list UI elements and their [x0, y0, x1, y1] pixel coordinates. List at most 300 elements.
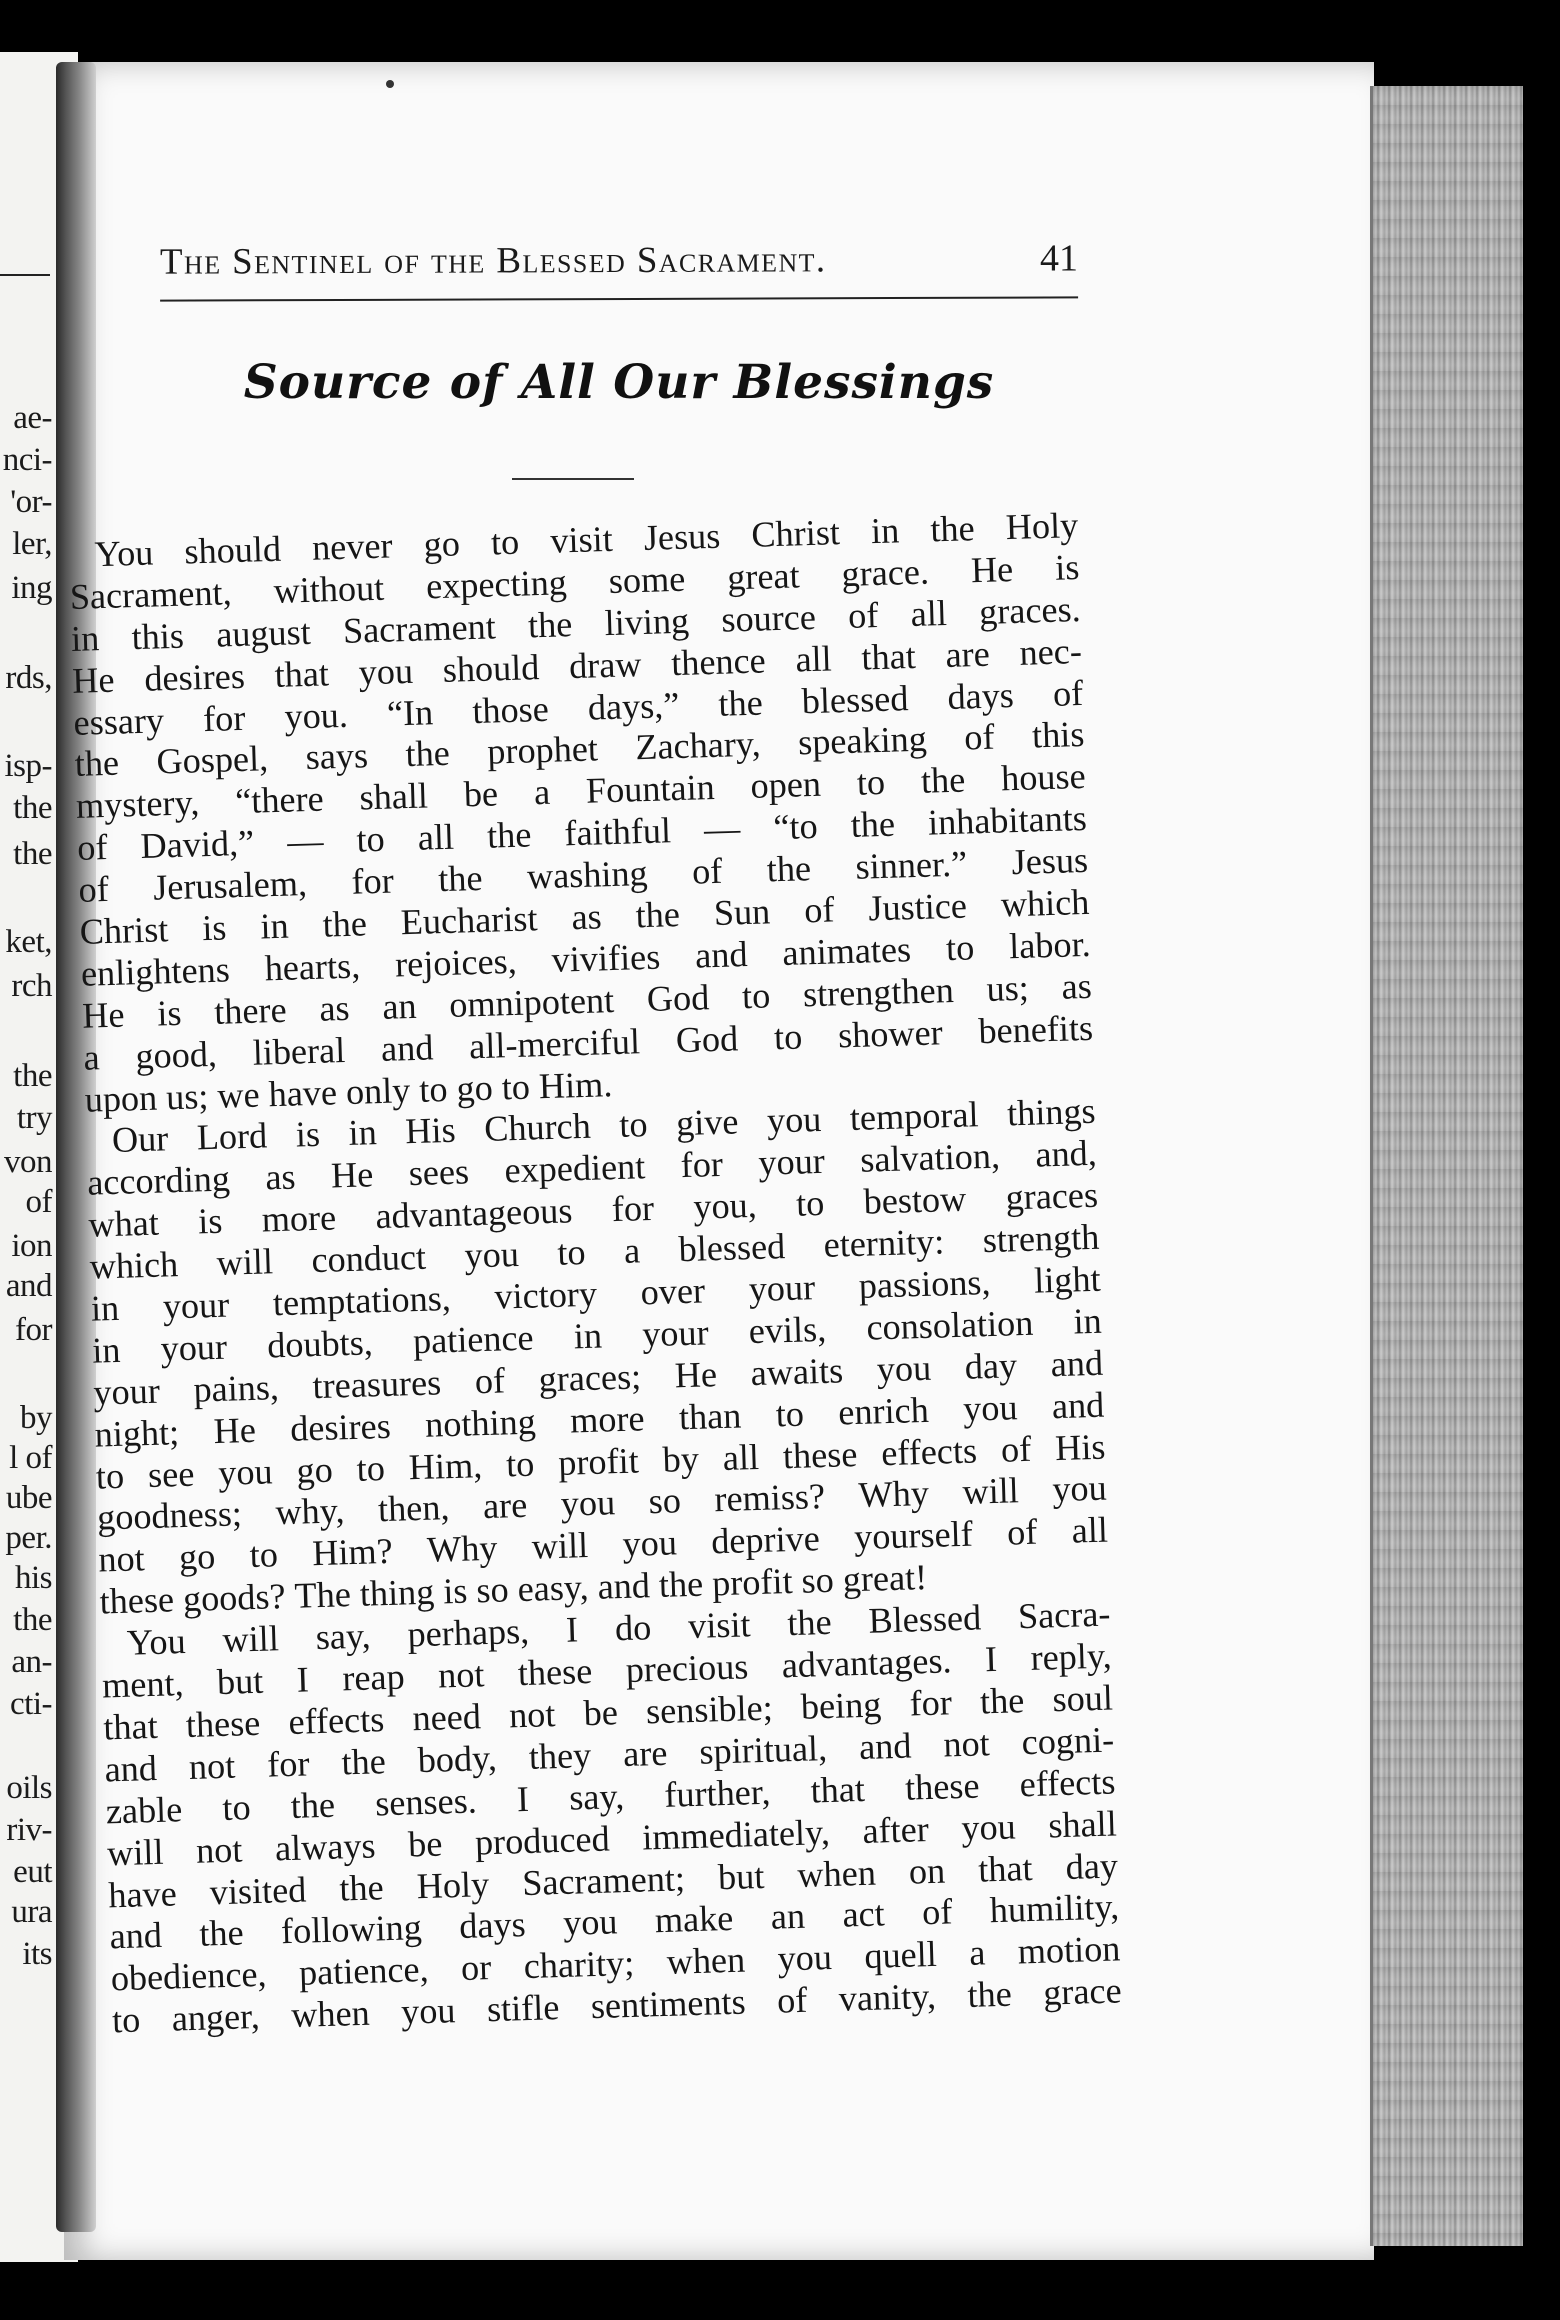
word: for: [266, 1743, 310, 1785]
word: prophet: [486, 728, 599, 773]
word: visit: [549, 518, 614, 561]
previous-page-fragment: rch: [11, 968, 52, 1004]
word: to: [556, 1232, 587, 1273]
word: for: [350, 860, 395, 902]
word: evils,: [748, 1308, 827, 1352]
word: of: [77, 869, 110, 910]
word: give: [675, 1101, 739, 1144]
word: those: [471, 688, 550, 731]
word: the: [290, 1784, 336, 1826]
previous-page-fragment: 'or-: [10, 484, 52, 520]
word: Zachary,: [634, 724, 762, 768]
word: in: [870, 510, 900, 552]
word: we: [216, 1073, 270, 1116]
word: but: [216, 1660, 264, 1703]
word: effects: [880, 1430, 978, 1473]
word: He: [970, 548, 1014, 591]
word: should: [183, 528, 282, 572]
previous-page-fragment: ura: [11, 1894, 52, 1930]
word: these: [782, 1433, 858, 1476]
word: I: [565, 1609, 579, 1650]
word: the: [437, 857, 484, 900]
word: following: [280, 1907, 423, 1952]
word: vanity,: [838, 1976, 937, 2019]
word: immediately,: [641, 1811, 831, 1858]
word: will: [216, 1241, 274, 1284]
word: that: [977, 1847, 1034, 1890]
word: the: [198, 1912, 245, 1955]
word: pains,: [192, 1366, 280, 1410]
word: expecting: [425, 562, 568, 607]
word: that: [274, 653, 330, 695]
word: visit: [687, 1604, 752, 1647]
word: days: [458, 1904, 527, 1947]
word: a: [533, 772, 551, 813]
word: the: [338, 1866, 385, 1909]
previous-page-fragment: ler,: [12, 526, 52, 562]
word: The: [293, 1574, 361, 1617]
word: not: [188, 1745, 236, 1787]
word: Why: [426, 1528, 498, 1571]
word: the: [404, 733, 451, 775]
word: essary: [72, 699, 165, 743]
word: perhaps,: [406, 1610, 530, 1655]
word: only: [345, 1069, 420, 1112]
previous-page-fragment: rds,: [5, 660, 52, 696]
word: all: [417, 816, 455, 858]
word: washing: [526, 853, 649, 897]
page-block-edges: [1370, 86, 1523, 2246]
word: you: [876, 1347, 932, 1390]
previous-page-fragment: an-: [11, 1644, 52, 1680]
word: these: [185, 1702, 261, 1745]
word: then,: [377, 1487, 451, 1530]
word: inhabitants: [927, 798, 1088, 843]
word: a: [623, 1230, 641, 1271]
word: blessed: [801, 677, 909, 721]
word: they: [528, 1734, 592, 1777]
word: to: [795, 1183, 825, 1224]
word: act: [841, 1893, 886, 1936]
word: of: [921, 1891, 953, 1933]
word: go: [178, 1536, 216, 1578]
previous-page-fragment: l of: [9, 1440, 52, 1476]
word: an: [381, 985, 418, 1027]
word: soul: [1051, 1677, 1114, 1720]
word: be: [463, 773, 499, 815]
word: Sacrament: [342, 606, 497, 651]
word: these: [904, 1765, 981, 1808]
word: all: [1071, 1509, 1109, 1552]
word: need: [411, 1696, 482, 1739]
word: to: [356, 1447, 386, 1489]
word: will: [106, 1831, 164, 1874]
word: of: [847, 594, 879, 636]
word: His: [1054, 1426, 1106, 1468]
word: day: [1065, 1844, 1119, 1887]
word: you: [463, 1234, 520, 1276]
word: and: [380, 1027, 434, 1069]
previous-page-fragment: per.: [5, 1520, 52, 1556]
word: sinner.”: [854, 843, 968, 887]
word: speaking: [797, 719, 928, 763]
word: to: [355, 818, 386, 860]
word: obedience,: [110, 1954, 268, 1999]
word: stifle: [486, 1987, 560, 2030]
word: you: [562, 1901, 618, 1944]
word: there: [213, 989, 288, 1032]
word: to: [418, 1068, 458, 1110]
word: the: [527, 603, 573, 646]
word: when: [666, 1939, 746, 1983]
word: to: [95, 1455, 125, 1497]
word: more: [569, 1397, 646, 1441]
word: will: [961, 1470, 1020, 1513]
word: so: [475, 1569, 519, 1611]
word: you: [217, 1450, 274, 1493]
word: He: [71, 659, 116, 701]
previous-page-fragment: isp-: [4, 748, 52, 784]
word: humility,: [989, 1886, 1120, 1931]
word: not: [942, 1723, 991, 1765]
word: Him.: [538, 1063, 613, 1106]
word: advantageous: [374, 1190, 573, 1237]
word: you: [962, 1386, 1019, 1429]
word: vivifies: [551, 936, 661, 980]
previous-page-fragment: cti-: [10, 1686, 52, 1722]
word: to: [945, 927, 975, 969]
title-divider: [512, 478, 634, 480]
word: your: [92, 1370, 161, 1413]
word: bestow: [863, 1178, 967, 1222]
word: animates: [781, 929, 912, 973]
word: when: [796, 1852, 877, 1895]
word: He: [674, 1353, 718, 1396]
word: desires: [143, 655, 246, 699]
word: desires: [289, 1405, 392, 1449]
previous-page-fragment: oils: [6, 1770, 52, 1806]
word: to: [505, 1443, 535, 1484]
word: charity;: [523, 1943, 635, 1987]
word: go: [455, 1066, 503, 1109]
word: or: [460, 1947, 492, 1989]
word: you: [1051, 1468, 1108, 1510]
word: are: [944, 633, 991, 675]
word: to: [773, 1016, 803, 1057]
word: why,: [274, 1490, 346, 1533]
word: this: [130, 615, 185, 657]
word: graces.: [978, 588, 1082, 632]
word: liberal: [252, 1029, 346, 1073]
word: these: [517, 1651, 593, 1694]
word: that: [102, 1705, 159, 1748]
word: are: [622, 1732, 668, 1774]
word: of: [803, 889, 835, 931]
word: without: [272, 567, 385, 611]
word: precious: [625, 1646, 749, 1690]
previous-page-fragment: its: [22, 1936, 52, 1972]
previous-page-fragment: by: [20, 1400, 52, 1436]
word: ment,: [101, 1663, 185, 1706]
word: rejoices,: [394, 940, 518, 985]
word: the: [920, 759, 966, 802]
word: faithful: [563, 810, 672, 854]
word: zable: [105, 1788, 183, 1832]
word: in: [573, 1315, 603, 1357]
word: and: [1051, 1384, 1105, 1426]
word: God: [675, 1018, 739, 1060]
word: see: [147, 1453, 195, 1495]
previous-page-fragment: eut: [13, 1854, 52, 1890]
word: to: [490, 521, 520, 563]
word: being: [800, 1684, 882, 1727]
word: thing: [359, 1571, 444, 1615]
word: reply,: [1030, 1635, 1113, 1678]
word: good,: [134, 1033, 218, 1076]
word: advantages.: [781, 1640, 953, 1686]
previous-page-fragment: nci-: [2, 442, 52, 478]
word: benefits: [977, 1007, 1094, 1051]
word: He: [330, 1154, 374, 1196]
word: the: [321, 903, 368, 945]
word: body,: [417, 1737, 498, 1780]
word: that: [860, 635, 917, 678]
word: all-merciful: [468, 1020, 641, 1067]
word: go: [295, 1449, 334, 1491]
word: have: [268, 1071, 347, 1114]
word: and: [1050, 1342, 1104, 1385]
word: Jesus: [1011, 840, 1089, 883]
word: to: [618, 1104, 649, 1146]
word: passions,: [858, 1262, 992, 1306]
word: us;: [165, 1075, 218, 1117]
word: grace.: [840, 551, 930, 594]
word: than: [678, 1395, 742, 1437]
word: You: [93, 532, 154, 575]
word: have: [107, 1872, 178, 1915]
word: say,: [568, 1775, 625, 1818]
previous-page-fragment: ket,: [5, 924, 52, 960]
word: for: [202, 697, 246, 739]
word: Jesus: [643, 515, 721, 558]
previous-page-fragment: ae-: [13, 400, 52, 436]
word: is: [295, 1114, 321, 1155]
word: always: [274, 1825, 377, 1869]
word: but: [717, 1855, 765, 1897]
word: in: [347, 1112, 378, 1154]
word: shower: [837, 1011, 944, 1056]
word: your: [748, 1267, 816, 1310]
word: visited: [209, 1869, 307, 1912]
word: great!: [842, 1557, 928, 1600]
word: us;: [985, 967, 1030, 1009]
word: in: [259, 905, 290, 947]
word: after: [861, 1808, 930, 1851]
word: deprive: [710, 1518, 821, 1562]
word: Lord: [196, 1115, 268, 1158]
page-speck: [386, 80, 394, 88]
word: awaits: [750, 1350, 844, 1393]
word: you: [560, 1482, 616, 1525]
word: living: [604, 600, 690, 643]
running-title: The Sentinel of the Blessed Sacrament.: [159, 239, 827, 283]
word: thence: [670, 640, 767, 683]
word: further,: [663, 1771, 771, 1815]
word: all: [722, 1436, 760, 1478]
word: draw: [568, 643, 642, 686]
word: shall: [358, 775, 429, 818]
word: you: [766, 1099, 822, 1141]
word: the: [966, 1973, 1013, 2016]
previous-page-header-rule: [0, 274, 50, 276]
word: sentiments: [590, 1981, 747, 2027]
word: effects: [287, 1699, 385, 1742]
word: and: [597, 1565, 660, 1608]
word: will: [531, 1525, 589, 1568]
word: Blessed: [867, 1597, 982, 1641]
word: the: [929, 508, 976, 550]
word: you: [400, 1990, 457, 2032]
word: be: [583, 1692, 619, 1734]
word: the: [786, 1601, 833, 1644]
word: Church: [483, 1106, 592, 1150]
word: and: [109, 1915, 163, 1957]
word: not: [508, 1694, 556, 1736]
word: you: [960, 1806, 1017, 1848]
word: yourself: [853, 1513, 974, 1558]
word: to: [221, 1786, 252, 1828]
word: temporal: [849, 1094, 980, 1139]
word: Sacrament;: [521, 1857, 686, 1903]
word: Sun: [713, 891, 771, 934]
word: effects: [1019, 1761, 1116, 1805]
word: which: [1000, 881, 1090, 925]
word: is: [1054, 546, 1080, 588]
word: labor.: [1008, 923, 1092, 967]
word: by: [662, 1438, 700, 1480]
word: say,: [315, 1615, 372, 1658]
word: enlightens: [80, 949, 231, 994]
word: Sacra-: [1017, 1593, 1111, 1637]
word: Justice: [867, 885, 968, 929]
word: God: [646, 976, 710, 1019]
word: —: [286, 820, 324, 862]
previous-page-fragment: the: [13, 1058, 52, 1094]
previous-page-fragment: the: [13, 836, 52, 872]
word: Holy: [416, 1863, 490, 1906]
word: “there: [234, 778, 325, 822]
word: graces: [1004, 1174, 1099, 1218]
previous-page-fragment: the: [13, 1602, 52, 1638]
word: senses.: [374, 1780, 478, 1824]
word: do: [614, 1607, 652, 1649]
word: your: [160, 1326, 228, 1369]
word: are: [482, 1485, 528, 1527]
word: Sacrament,: [69, 572, 233, 617]
word: David,”: [139, 822, 255, 867]
word: days: [946, 674, 1015, 717]
word: is: [197, 1200, 223, 1242]
word: He: [212, 1409, 257, 1451]
word: the: [658, 1563, 713, 1606]
previous-page-fragment: his: [14, 1560, 52, 1596]
word: great: [726, 555, 801, 598]
word: profit: [711, 1560, 803, 1604]
word: make: [654, 1898, 734, 1941]
word: Eucharist: [400, 898, 539, 943]
word: an: [770, 1896, 806, 1938]
word: motion: [1017, 1928, 1121, 1972]
word: your: [162, 1284, 230, 1327]
word: nothing: [424, 1401, 537, 1445]
word: over: [640, 1270, 706, 1313]
previous-page-fragment: ing: [11, 570, 52, 606]
word: Gospel,: [155, 738, 269, 782]
word: spiritual,: [698, 1727, 828, 1772]
article-body: [68, 505, 1122, 2042]
word: —: [703, 808, 741, 850]
word: and: [104, 1747, 158, 1790]
word: grace: [1042, 1970, 1123, 2013]
word: is: [201, 907, 227, 949]
word: Him?: [311, 1531, 394, 1574]
word: He: [81, 994, 126, 1036]
word: house: [1000, 756, 1087, 799]
word: the: [486, 814, 532, 856]
word: never: [311, 525, 394, 568]
previous-page-fragment: ion: [11, 1228, 52, 1264]
word: your: [757, 1141, 826, 1184]
word: these: [99, 1579, 184, 1622]
word: in: [70, 617, 100, 659]
word: in: [91, 1329, 121, 1371]
previous-page-fragment: ube: [5, 1480, 52, 1516]
word: what: [87, 1202, 160, 1245]
word: conduct: [310, 1236, 427, 1281]
word: of: [76, 827, 109, 869]
word: on: [908, 1850, 946, 1892]
word: remiss?: [713, 1476, 826, 1520]
word: the: [340, 1740, 387, 1783]
word: as: [318, 987, 351, 1029]
word: you.: [283, 694, 349, 737]
word: and: [694, 933, 749, 976]
word: shall: [1047, 1803, 1118, 1846]
word: go: [423, 523, 461, 565]
word: all: [794, 638, 833, 680]
word: you: [621, 1522, 678, 1565]
word: to: [775, 1393, 805, 1435]
word: light: [1033, 1258, 1102, 1301]
previous-page-fragment: the: [13, 790, 52, 826]
word: to: [111, 1999, 141, 2041]
word: Why: [857, 1473, 930, 1516]
word: says: [305, 735, 369, 778]
word: a: [82, 1036, 101, 1078]
word: that: [810, 1768, 866, 1811]
word: cogni-: [1021, 1719, 1115, 1763]
word: in: [1072, 1300, 1103, 1342]
word: for: [611, 1188, 655, 1230]
word: you: [358, 650, 414, 693]
word: the: [635, 894, 681, 936]
word: so: [800, 1559, 844, 1601]
previous-page-fragment: von: [4, 1144, 52, 1180]
word: of: [963, 717, 996, 758]
word: “In: [386, 691, 434, 734]
word: nec-: [1018, 630, 1083, 673]
word: you,: [692, 1185, 758, 1227]
